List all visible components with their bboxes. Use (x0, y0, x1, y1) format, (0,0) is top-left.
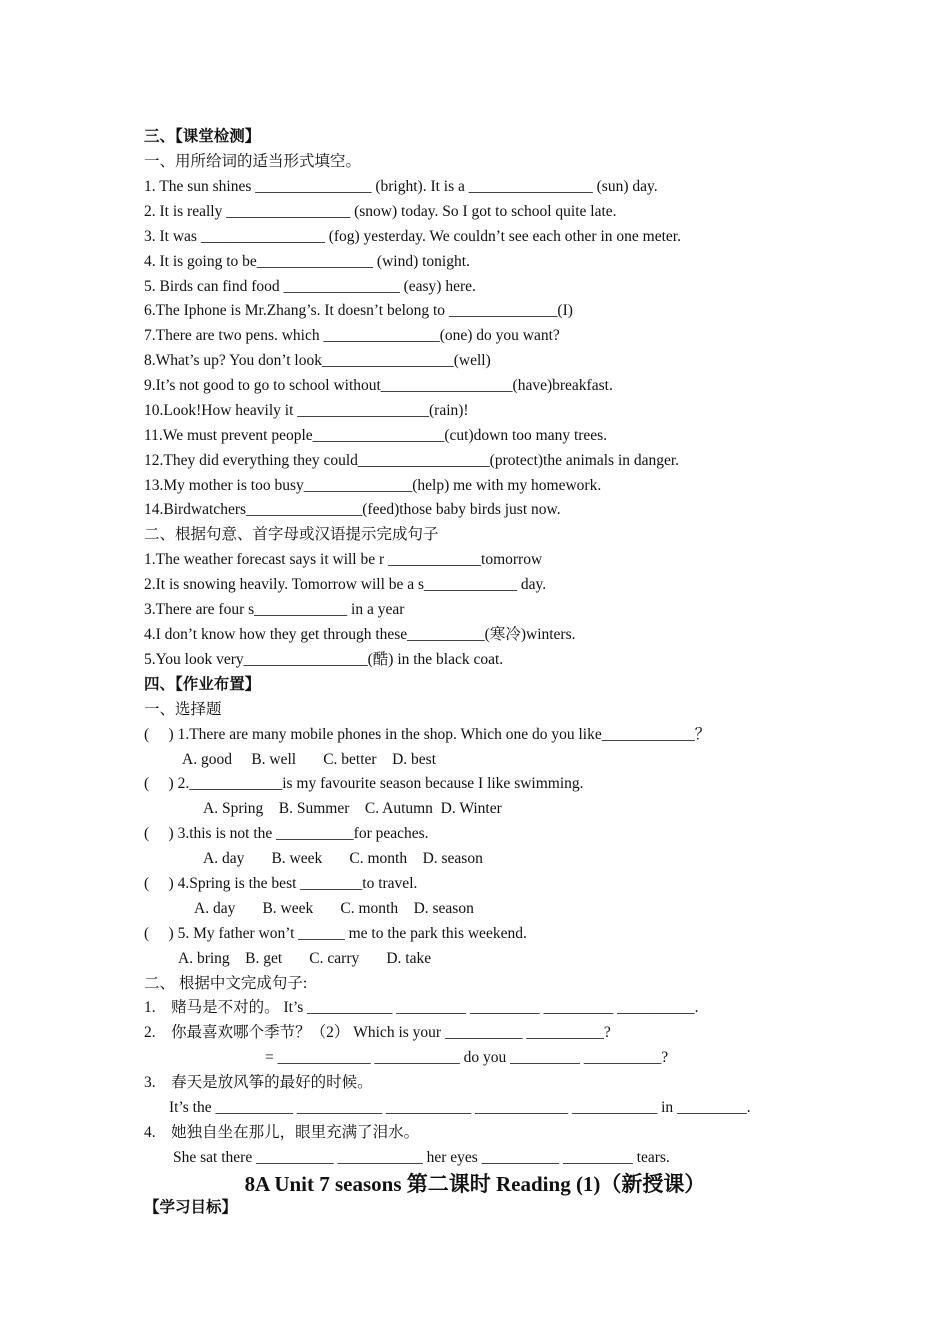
choice-heading: 一、选择题 (144, 701, 222, 718)
translation-line-3b: It’s the __________ ___________ ___________ ____________ ___________ in _________. (169, 1099, 751, 1116)
translation-line-2: 2. 你最喜欢哪个季节？（2） Which is your __________ __________? (144, 1024, 611, 1041)
fill-item-3: 3. It was ________________ (fog) yesterday. We couldn’t see each other in one meter. (144, 228, 681, 245)
choice-question-5: ( ) 5. My father won’t ______ me to the park this weekend. (144, 925, 527, 942)
choice-options-2: A. Spring B. Summer C. Autumn D. Winter (203, 800, 502, 817)
fill-item-4: 4. It is going to be_______________ (wind) tonight. (144, 253, 470, 270)
lesson-title: 8A Unit 7 seasons 第二课时 Reading (1)（新授课） (244, 1172, 706, 1196)
choice-question-4: ( ) 4.Spring is the best ________to travel. (144, 875, 418, 892)
part1-heading: 一、用所给词的适当形式填空。 (144, 153, 362, 170)
fill-item-14: 14.Birdwatchers_______________(feed)those baby birds just now. (144, 501, 561, 518)
learning-objectives-heading: 【学习目标】 (144, 1199, 238, 1216)
translation-line-1: 1. 赌马是不对的。 It’s ___________ _________ _________ _________ __________. (144, 999, 699, 1016)
choice-options-4: A. day B. week C. month D. season (194, 900, 474, 917)
complete-item-3: 3.There are four s____________ in a year (144, 601, 405, 618)
complete-item-5: 5.You look very________________(酷) in the black coat. (144, 651, 504, 668)
fill-item-11: 11.We must prevent people_________________(cut)down too many trees. (144, 427, 608, 444)
fill-item-13: 13.My mother is too busy______________(help) me with my homework. (144, 477, 602, 494)
fill-item-8: 8.What’s up? You don’t look_________________(well) (144, 352, 491, 369)
fill-item-9: 9.It’s not good to go to school without_________________(have)breakfast. (144, 377, 613, 394)
choice-options-1: A. good B. well C. better D. best (182, 751, 437, 768)
choice-options-5: A. bring B. get C. carry D. take (178, 950, 432, 967)
translation-line-4b: She sat there __________ ___________ her eyes __________ _________ tears. (173, 1149, 670, 1166)
choice-options-3: A. day B. week C. month D. season (203, 850, 483, 867)
choice-question-3: ( ) 3.this is not the __________for peaches. (144, 825, 429, 842)
choice-question-2: ( ) 2.____________is my favourite season because I like swimming. (144, 775, 584, 792)
section3-heading: 三、【课堂检测】 (144, 128, 261, 145)
part2-heading: 二、根据句意、首字母或汉语提示完成句子 (144, 526, 439, 543)
fill-item-1: 1. The sun shines _______________ (bright). It is a ________________ (sun) day. (144, 178, 658, 195)
translation-heading: 二、 根据中文完成句子: (144, 975, 308, 992)
section4-heading: 四、【作业布置】 (144, 676, 261, 693)
fill-item-12: 12.They did everything they could_________________(protect)the animals in danger. (144, 452, 680, 469)
fill-item-5: 5. Birds can find food _______________ (easy) here. (144, 278, 476, 295)
fill-item-10: 10.Look!How heavily it _________________(rain)! (144, 402, 469, 419)
complete-item-2: 2.It is snowing heavily. Tomorrow will be a s____________ day. (144, 576, 547, 593)
translation-line-3: 3. 春天是放风筝的最好的时候。 (144, 1074, 373, 1091)
translation-line-4: 4. 她独自坐在那儿，眼里充满了泪水。 (144, 1124, 420, 1141)
fill-item-2: 2. It is really ________________ (snow) today. So I got to school quite late. (144, 203, 617, 220)
fill-item-7: 7.There are two pens. which _______________(one) do you want? (144, 327, 560, 344)
translation-line-2b: = ____________ ___________ do you _________ __________? (265, 1049, 669, 1066)
complete-item-1: 1.The weather forecast says it will be r ____________tomorrow (144, 551, 543, 568)
choice-question-1: ( ) 1.There are many mobile phones in the shop. Which one do you like____________？ (144, 726, 711, 743)
complete-item-4: 4.I don’t know how they get through these__________(寒冷)winters. (144, 626, 576, 643)
fill-item-6: 6.The Iphone is Mr.Zhang’s. It doesn’t belong to ______________(I) (144, 302, 573, 319)
